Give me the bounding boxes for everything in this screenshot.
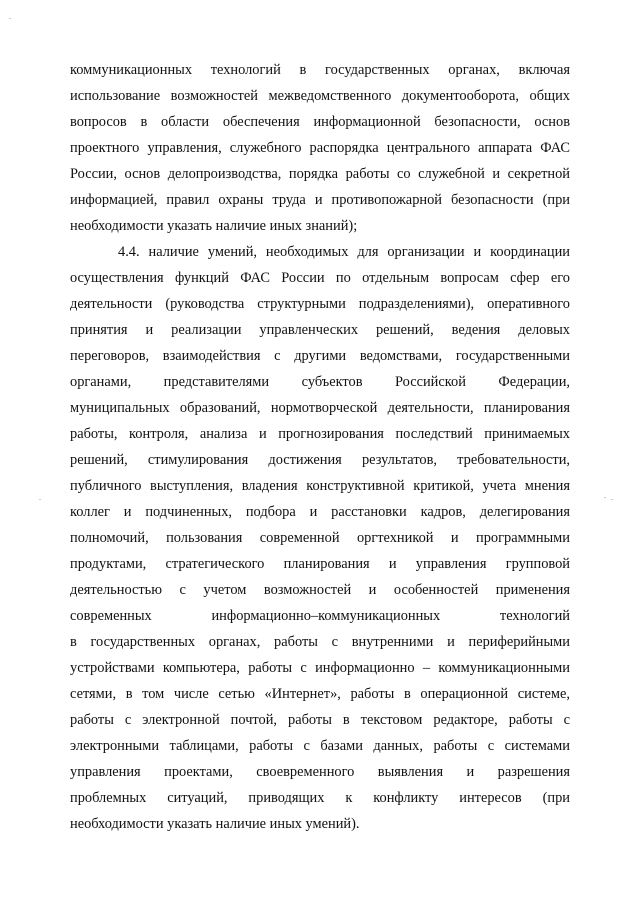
text-line: работы с электронной почтой, работы в текстовом редакторе, работы с <box>70 712 570 728</box>
scan-speck <box>611 499 613 500</box>
text-line: использование возможностей межведомственного документооборота, общих <box>70 88 570 104</box>
text-line: проблемных ситуаций, приводящих к конфликту интересов (при <box>70 790 570 806</box>
text-line: органами, представителями субъектов Российской Федерации, <box>70 374 570 390</box>
text-line: информацией, правил охраны труда и противопожарной безопасности (при <box>70 192 570 208</box>
text-line: работы, контроля, анализа и прогнозирования последствий принимаемых <box>70 426 570 442</box>
text-line: коммуникационных технологий в государственных органах, включая <box>70 62 570 78</box>
text-line: в государственных органах, работы с внутренними и периферийными <box>70 634 570 650</box>
text-line: принятия и реализации управленческих решений, ведения деловых <box>70 322 570 338</box>
text-line: России, основ делопроизводства, порядка работы со служебной и секретной <box>70 166 570 182</box>
scan-speck <box>39 499 41 500</box>
text-line: коллег и подчиненных, подбора и расстановки кадров, делегирования <box>70 504 570 520</box>
text-line: муниципальных образований, нормотворческой деятельности, планирования <box>70 400 570 416</box>
text-line: решений, стимулирования достижения результатов, требовательности, <box>70 452 570 468</box>
text-line: управления проектами, своевременного выявления и разрешения <box>70 764 570 780</box>
text-line: переговоров, взаимодействия с другими ведомствами, государственными <box>70 348 570 364</box>
text-line: необходимости указать наличие иных знаний); <box>70 218 358 234</box>
text-line: публичного выступления, владения конструктивной критикой, учета мнения <box>70 478 570 494</box>
text-line: продуктами, стратегического планирования и управления групповой <box>70 556 570 572</box>
text-line: деятельностью с учетом возможностей и особенностей применения <box>70 582 570 598</box>
text-line: современных информационно–коммуникационных технологий <box>70 608 570 624</box>
text-line: полномочий, пользования современной оргтехникой и программными <box>70 530 570 546</box>
text-line: деятельности (руководства структурными подразделениями), оперативного <box>70 296 570 312</box>
text-line: осуществления функций ФАС России по отдельным вопросам сфер его <box>70 270 570 286</box>
text-line: необходимости указать наличие иных умений). <box>70 816 360 832</box>
text-line: устройствами компьютера, работы с информационно – коммуникационными <box>70 660 570 676</box>
text-line: проектного управления, служебного распорядка центрального аппарата ФАС <box>70 140 570 156</box>
text-line: вопросов в области обеспечения информационной безопасности, основ <box>70 114 570 130</box>
text-line: 4.4. наличие умений, необходимых для организации и координации <box>118 244 570 260</box>
text-line: электронными таблицами, работы с базами данных, работы с системами <box>70 738 570 754</box>
scan-speck <box>9 18 11 19</box>
text-line: сетями, в том числе сетью «Интернет», работы в операционной системе, <box>70 686 570 702</box>
scan-speck <box>604 497 606 498</box>
